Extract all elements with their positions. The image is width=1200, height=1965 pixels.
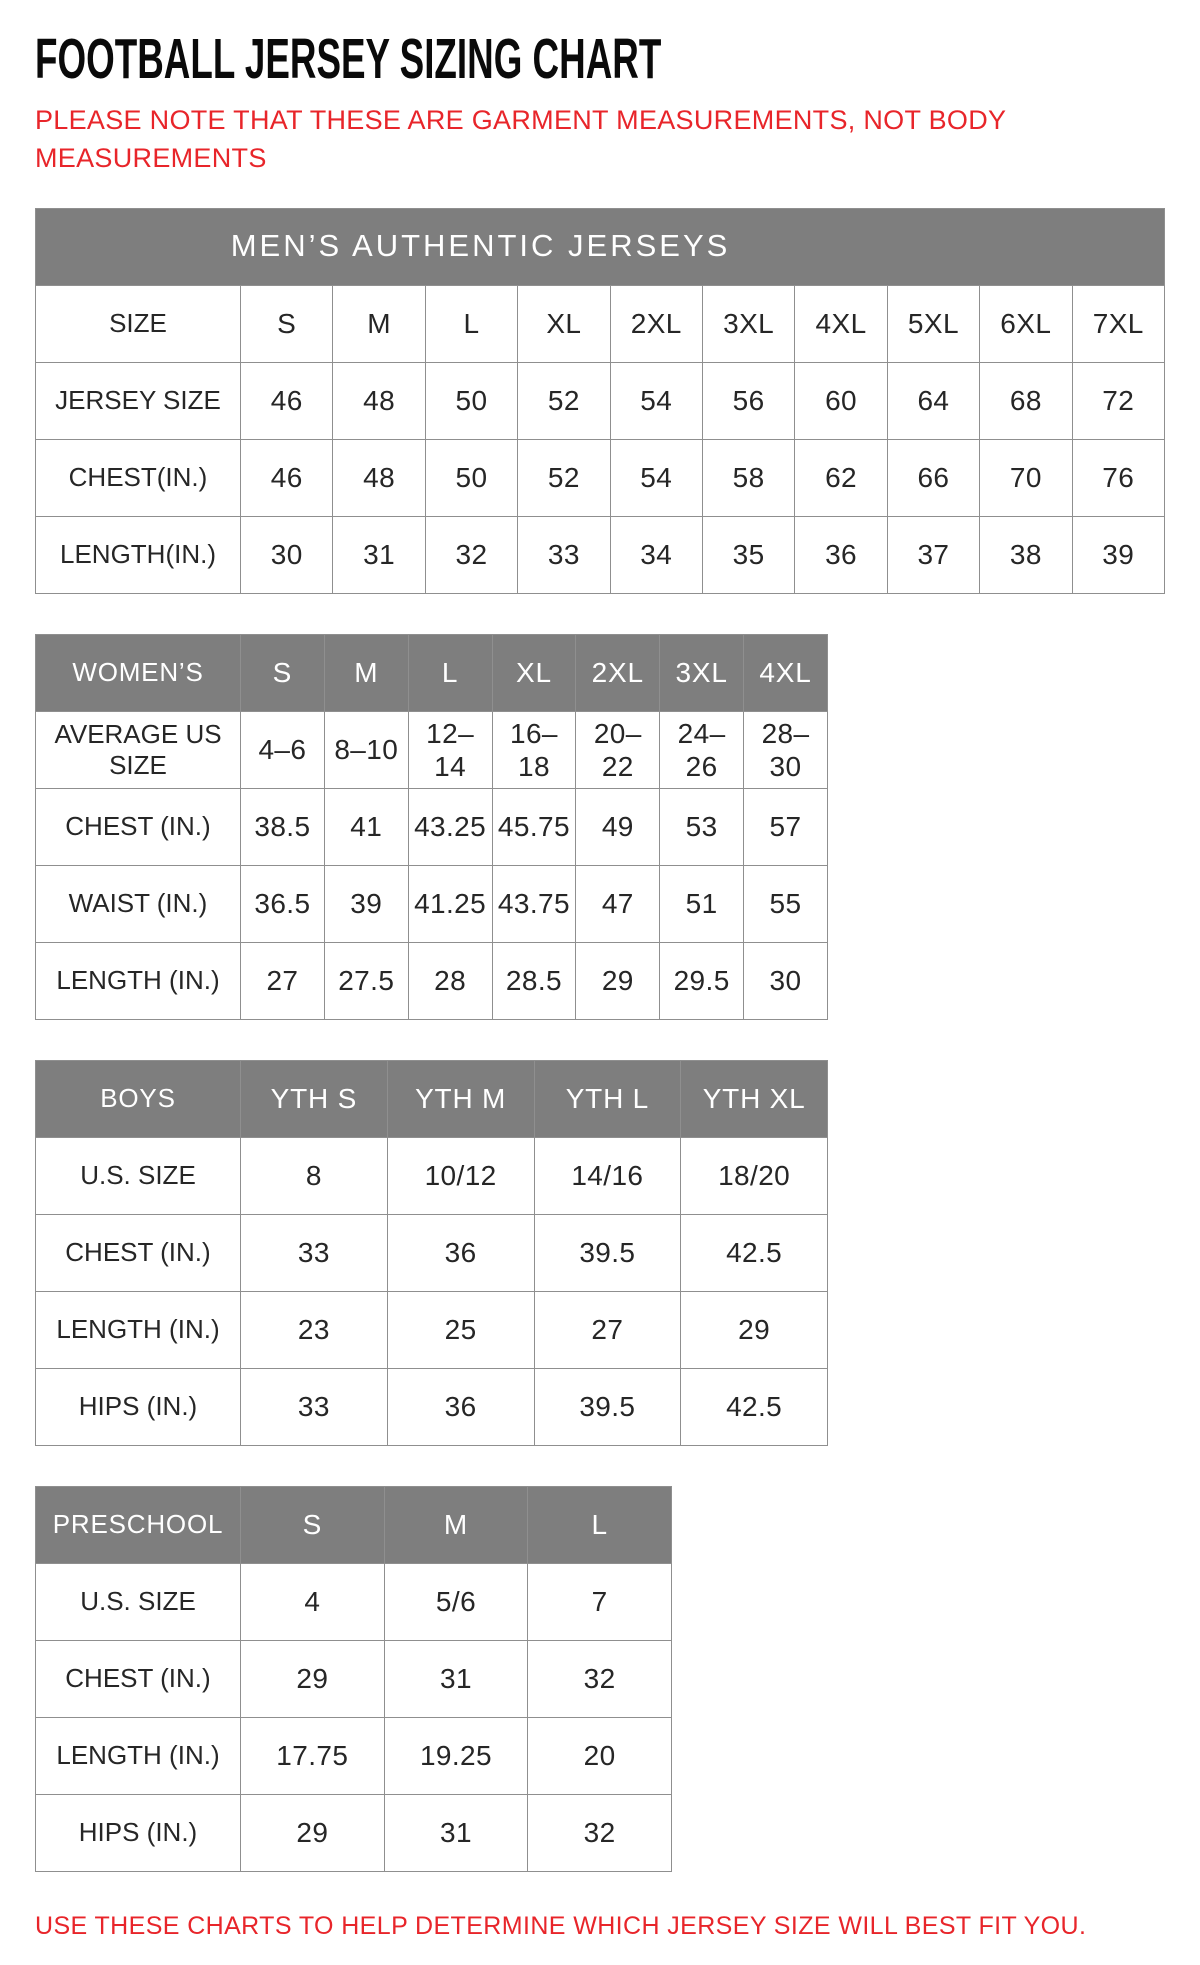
table-cell: 7XL (1072, 285, 1164, 362)
table-cell: 28–30 (744, 711, 828, 788)
column-header: XL (492, 634, 576, 711)
table-cell: 43.25 (408, 788, 492, 865)
table-cell: 52 (518, 362, 610, 439)
table-cell: 46 (241, 439, 333, 516)
table-cell: 39 (324, 865, 408, 942)
row-label: WAIST (IN.) (36, 865, 241, 942)
table-row (36, 788, 828, 865)
table-cell: 17.75 (241, 1717, 385, 1794)
table-cell: 49 (576, 788, 660, 865)
column-header: L (408, 634, 492, 711)
table-row (36, 439, 1165, 516)
row-label: HIPS (IN.) (36, 1368, 241, 1445)
table-cell: 41 (324, 788, 408, 865)
table-cell: 2XL (610, 285, 702, 362)
table-cell: 39.5 (534, 1368, 681, 1445)
table-cell: 28.5 (492, 942, 576, 1019)
table-cell: 7 (528, 1563, 672, 1640)
mens-table-body (36, 285, 1165, 593)
table-cell: 33 (518, 516, 610, 593)
table-cell: 48 (333, 362, 425, 439)
column-header: YTH XL (681, 1060, 828, 1137)
table-cell: 5XL (887, 285, 979, 362)
table-cell: 12–14 (408, 711, 492, 788)
boys-table (35, 1060, 828, 1446)
row-label: JERSEY SIZE (36, 362, 241, 439)
table-cell: 34 (610, 516, 702, 593)
row-label: HIPS (IN.) (36, 1794, 241, 1871)
table-cell: 33 (241, 1214, 388, 1291)
table-cell: 47 (576, 865, 660, 942)
table-cell: 39.5 (534, 1214, 681, 1291)
boys-table-header-row (36, 1060, 828, 1137)
table-cell: 20 (528, 1717, 672, 1794)
table-cell: 4XL (795, 285, 887, 362)
table-cell: 24–26 (660, 711, 744, 788)
mens-authentic-jerseys-table (35, 208, 1165, 594)
mens-table-title: MEN’S AUTHENTIC JERSEYS (36, 208, 1165, 285)
table-cell: 30 (241, 516, 333, 593)
womens-table-body (36, 711, 828, 1019)
table-cell: 29 (241, 1794, 385, 1871)
table-cell: 31 (333, 516, 425, 593)
table-cell: L (425, 285, 517, 362)
table-corner-title: PRESCHOOL (36, 1486, 241, 1563)
page-title: FOOTBALL JERSEY SIZING CHART (35, 26, 662, 91)
column-header: 4XL (744, 634, 828, 711)
note-line-1: PLEASE NOTE THAT THESE ARE GARMENT MEASUREMENTS, NOT BODY (35, 105, 1007, 135)
table-cell: 3XL (702, 285, 794, 362)
table-cell: 55 (744, 865, 828, 942)
table-cell: 43.75 (492, 865, 576, 942)
table-cell: 42.5 (681, 1368, 828, 1445)
column-header: YTH S (241, 1060, 388, 1137)
table-cell: 16–18 (492, 711, 576, 788)
table-cell: 29 (241, 1640, 385, 1717)
garment-measurements-note (35, 102, 1165, 178)
table-cell: 45.75 (492, 788, 576, 865)
row-label: LENGTH (IN.) (36, 942, 241, 1019)
table-cell: 8 (241, 1137, 388, 1214)
table-cell: 31 (384, 1640, 528, 1717)
preschool-table-body (36, 1563, 672, 1871)
table-cell: 50 (425, 439, 517, 516)
table-cell: 66 (887, 439, 979, 516)
table-row (36, 285, 1165, 362)
table-cell: 23 (241, 1291, 388, 1368)
table-cell: 56 (702, 362, 794, 439)
table-row (36, 1794, 672, 1871)
table-cell: 51 (660, 865, 744, 942)
table-cell: 33 (241, 1368, 388, 1445)
column-header: L (528, 1486, 672, 1563)
table-cell: 31 (384, 1794, 528, 1871)
row-label: LENGTH (IN.) (36, 1291, 241, 1368)
column-header: 2XL (576, 634, 660, 711)
table-cell: 54 (610, 362, 702, 439)
table-row (36, 1640, 672, 1717)
table-row (36, 362, 1165, 439)
note-line-2: MEASUREMENTS (35, 142, 267, 173)
column-header: YTH M (387, 1060, 534, 1137)
table-cell: 4 (241, 1563, 385, 1640)
table-cell: 37 (887, 516, 979, 593)
table-cell: 52 (518, 439, 610, 516)
table-cell: 8–10 (324, 711, 408, 788)
table-cell: 72 (1072, 362, 1164, 439)
table-row (36, 942, 828, 1019)
table-cell: 10/12 (387, 1137, 534, 1214)
row-label: U.S. SIZE (36, 1137, 241, 1214)
table-row (36, 1368, 828, 1445)
preschool-table-header-row (36, 1486, 672, 1563)
table-corner-title: BOYS (36, 1060, 241, 1137)
sizing-chart-page (35, 28, 1165, 1941)
table-row (36, 1214, 828, 1291)
row-label: U.S. SIZE (36, 1563, 241, 1640)
row-label: CHEST(IN.) (36, 439, 241, 516)
table-cell: 35 (702, 516, 794, 593)
table-cell: 53 (660, 788, 744, 865)
table-cell: 28 (408, 942, 492, 1019)
table-cell: XL (518, 285, 610, 362)
table-cell: 29 (681, 1291, 828, 1368)
column-header: S (241, 1486, 385, 1563)
table-cell: 29 (576, 942, 660, 1019)
table-cell: 18/20 (681, 1137, 828, 1214)
column-header: M (384, 1486, 528, 1563)
table-cell: 54 (610, 439, 702, 516)
table-cell: M (333, 285, 425, 362)
table-row (36, 711, 828, 788)
column-header: M (324, 634, 408, 711)
row-label: SIZE (36, 285, 241, 362)
column-header: 3XL (660, 634, 744, 711)
row-label: CHEST (IN.) (36, 1640, 241, 1717)
table-cell: 68 (980, 362, 1072, 439)
table-cell: 20–22 (576, 711, 660, 788)
table-cell: S (241, 285, 333, 362)
table-cell: 25 (387, 1291, 534, 1368)
table-cell: 27.5 (324, 942, 408, 1019)
table-cell: 50 (425, 362, 517, 439)
table-cell: 5/6 (384, 1563, 528, 1640)
womens-table (35, 634, 828, 1020)
table-row (36, 1291, 828, 1368)
table-cell: 27 (534, 1291, 681, 1368)
table-cell: 36 (387, 1214, 534, 1291)
table-cell: 29.5 (660, 942, 744, 1019)
table-cell: 76 (1072, 439, 1164, 516)
table-cell: 32 (528, 1794, 672, 1871)
table-cell: 60 (795, 362, 887, 439)
table-cell: 6XL (980, 285, 1072, 362)
table-cell: 32 (425, 516, 517, 593)
column-header: S (241, 634, 325, 711)
table-corner-title: WOMEN’S (36, 634, 241, 711)
row-label: CHEST (IN.) (36, 788, 241, 865)
column-header: YTH L (534, 1060, 681, 1137)
table-cell: 46 (241, 362, 333, 439)
table-cell: 4–6 (241, 711, 325, 788)
table-cell: 41.25 (408, 865, 492, 942)
table-row (36, 516, 1165, 593)
table-row (36, 865, 828, 942)
footer-note: USE THESE CHARTS TO HELP DETERMINE WHICH JERSEY SIZE WILL BEST FIT YOU. (35, 1911, 1087, 1940)
table-cell: 62 (795, 439, 887, 516)
womens-table-header-row (36, 634, 828, 711)
table-row (36, 1717, 672, 1794)
table-cell: 27 (241, 942, 325, 1019)
table-cell: 19.25 (384, 1717, 528, 1794)
table-cell: 38 (980, 516, 1072, 593)
table-cell: 14/16 (534, 1137, 681, 1214)
row-label: LENGTH(IN.) (36, 516, 241, 593)
table-cell: 36.5 (241, 865, 325, 942)
table-cell: 39 (1072, 516, 1164, 593)
boys-table-body (36, 1137, 828, 1445)
table-cell: 42.5 (681, 1214, 828, 1291)
row-label: CHEST (IN.) (36, 1214, 241, 1291)
table-cell: 36 (387, 1368, 534, 1445)
mens-table-title-row (36, 208, 1165, 285)
table-cell: 57 (744, 788, 828, 865)
table-cell: 58 (702, 439, 794, 516)
row-label: LENGTH (IN.) (36, 1717, 241, 1794)
preschool-table (35, 1486, 672, 1872)
table-cell: 36 (795, 516, 887, 593)
table-cell: 70 (980, 439, 1072, 516)
table-row (36, 1137, 828, 1214)
table-cell: 30 (744, 942, 828, 1019)
table-cell: 64 (887, 362, 979, 439)
row-label: AVERAGE US SIZE (36, 711, 241, 788)
table-row (36, 1563, 672, 1640)
table-cell: 48 (333, 439, 425, 516)
table-cell: 38.5 (241, 788, 325, 865)
table-cell: 32 (528, 1640, 672, 1717)
